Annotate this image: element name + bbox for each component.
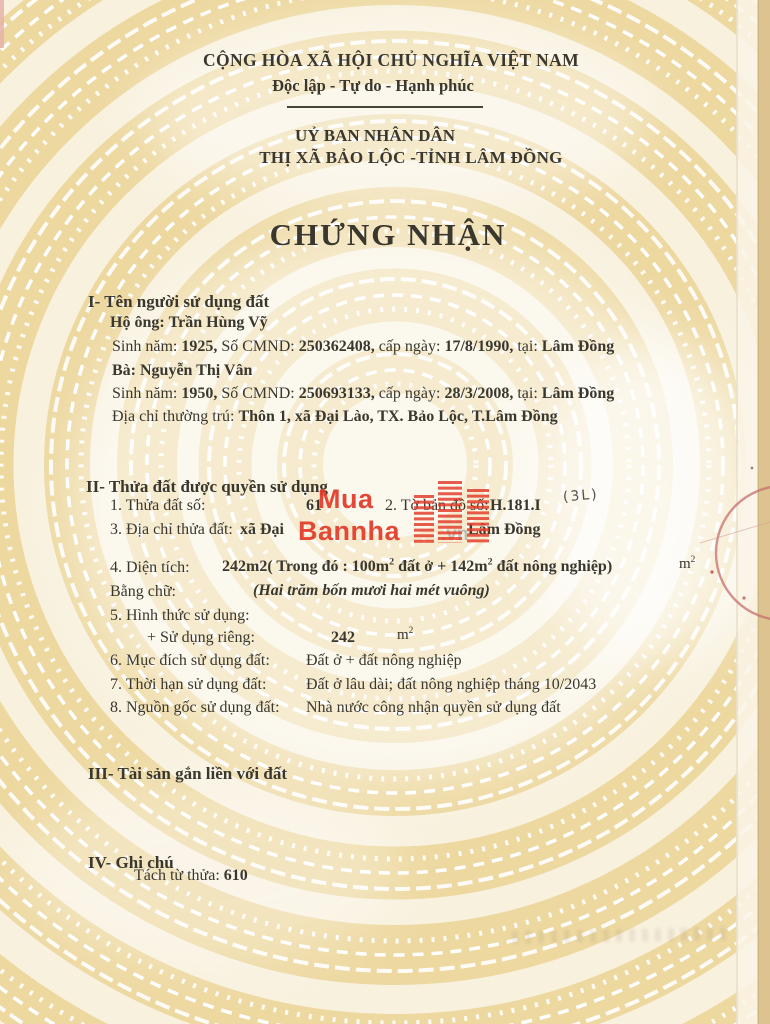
handwritten-annotation: (3L)	[562, 486, 600, 506]
parcel-number-value: 61	[306, 497, 322, 514]
section2-heading: II- Thửa đất được quyền sử dụng	[86, 477, 328, 496]
watermark-suffix: .vn	[441, 524, 469, 545]
document-title: CHỨNG NHẬN	[269, 217, 507, 252]
national-motto: Độc lập - Tự do - Hạnh phúc	[272, 76, 474, 95]
holder2-label: Bà:	[112, 362, 136, 379]
section1-heading: I- Tên người sử dụng đất	[88, 292, 270, 311]
origin-label: 8. Nguồn gốc sử dụng đất:	[110, 699, 280, 716]
birth-label: Sinh năm:	[112, 338, 178, 355]
issue-place-label: tại:	[517, 385, 538, 402]
private-use-row	[147, 629, 255, 647]
birth-label: Sinh năm:	[112, 385, 178, 402]
holder2-row	[112, 362, 252, 380]
issue-date-label: cấp ngày:	[378, 385, 441, 402]
section3-heading: III- Tài sản gắn liền với đất	[88, 764, 287, 783]
private-use-label: Sử dụng riêng:	[160, 629, 255, 646]
id-number: 250362408,	[298, 338, 375, 355]
holder1-id-row	[112, 338, 614, 356]
sup-2: 2	[487, 556, 493, 568]
parcel-address-end: Lâm Đồng	[468, 521, 541, 538]
term-label: 7. Thời hạn sử dụng đất:	[110, 676, 267, 693]
area-part: đất nông nghiệp)	[492, 558, 613, 575]
area-value	[222, 558, 612, 576]
id-number: 250693133,	[298, 385, 375, 402]
origin-value: Nhà nước công nhận quyền sử dụng đất	[306, 699, 561, 716]
note-row	[134, 867, 248, 885]
map-sheet-label: 2. Tờ bản đồ số:	[385, 497, 489, 514]
use-form-label: 5. Hình thức sử dụng:	[110, 607, 250, 624]
sup-2: 2	[389, 556, 395, 568]
sup-2: 2	[408, 626, 414, 636]
margin-unit	[679, 556, 695, 573]
birth-year: 1950,	[181, 385, 218, 402]
holder1-row	[110, 314, 268, 332]
note-label: Tách từ thửa:	[134, 867, 220, 884]
issue-place: Lâm Đồng	[541, 385, 615, 402]
purpose-label: 6. Mục đích sử dụng đất:	[110, 652, 270, 669]
purpose-value: Đất ở + đất nông nghiệp	[306, 652, 462, 669]
area-words-value: (Hai trăm bốn mươi hai mét vuông)	[253, 582, 490, 599]
map-sheet-value: H.181.I	[490, 497, 541, 514]
sup-2: 2	[690, 555, 696, 565]
private-use-value: 242	[331, 629, 355, 646]
section4-heading: IV- Ghi chú	[88, 853, 174, 872]
holder2-name: Nguyễn Thị Vân	[140, 362, 253, 379]
plus-sign: +	[147, 629, 157, 646]
issuer-name: UỶ BAN NHÂN DÂN	[294, 126, 456, 145]
issue-place-label: tại:	[517, 338, 538, 355]
issue-date: 28/3/2008,	[444, 385, 514, 402]
issuer-locality: THỊ XÃ BẢO LỘC -TỈNH LÂM ĐỒNG	[259, 148, 563, 167]
birth-year: 1925,	[181, 338, 218, 355]
issue-date: 17/8/1990,	[444, 338, 514, 355]
header-divider	[287, 106, 483, 108]
holder1-name: Trần Hùng Vỹ	[168, 314, 268, 331]
note-value: 610	[223, 867, 248, 884]
unit-m: m	[679, 556, 691, 572]
buildings-icon	[406, 477, 502, 547]
parcel-address-label: 3. Địa chỉ thửa đất:	[110, 521, 233, 538]
issue-place: Lâm Đồng	[541, 338, 615, 355]
id-label: Số CMND:	[221, 385, 295, 402]
holder2-id-row	[112, 385, 614, 403]
area-words-label: Bằng chữ:	[110, 583, 176, 600]
area-part: đất ở + 142m	[394, 558, 488, 575]
watermark-line2: Bannha	[298, 516, 401, 546]
holder1-label: Hộ ông:	[110, 314, 165, 331]
residence-row	[112, 408, 558, 426]
residence-value: Thôn 1, xã Đại Lào, TX. Bảo Lộc, T.Lâm Đồng	[238, 408, 558, 425]
id-label: Số CMND:	[221, 338, 295, 355]
parcel-number-label: 1. Thửa đất số:	[110, 497, 206, 514]
residence-label: Địa chỉ thường trú:	[112, 408, 235, 425]
area-label: 4. Diện tích:	[110, 559, 190, 576]
issue-date-label: cấp ngày:	[378, 338, 441, 355]
term-value: Đất ở lâu dài; đất nông nghiệp tháng 10/2043	[306, 676, 597, 693]
unit-m: m	[397, 627, 409, 643]
national-header: CỘNG HÒA XÃ HỘI CHỦ NGHĨA VIỆT NAM	[202, 50, 580, 70]
private-use-unit	[397, 627, 413, 644]
area-part: 242m2( Trong đó : 100m	[222, 558, 390, 575]
watermark-line1: Mua	[318, 484, 374, 514]
parcel-address-start: xã Đại	[240, 521, 284, 538]
